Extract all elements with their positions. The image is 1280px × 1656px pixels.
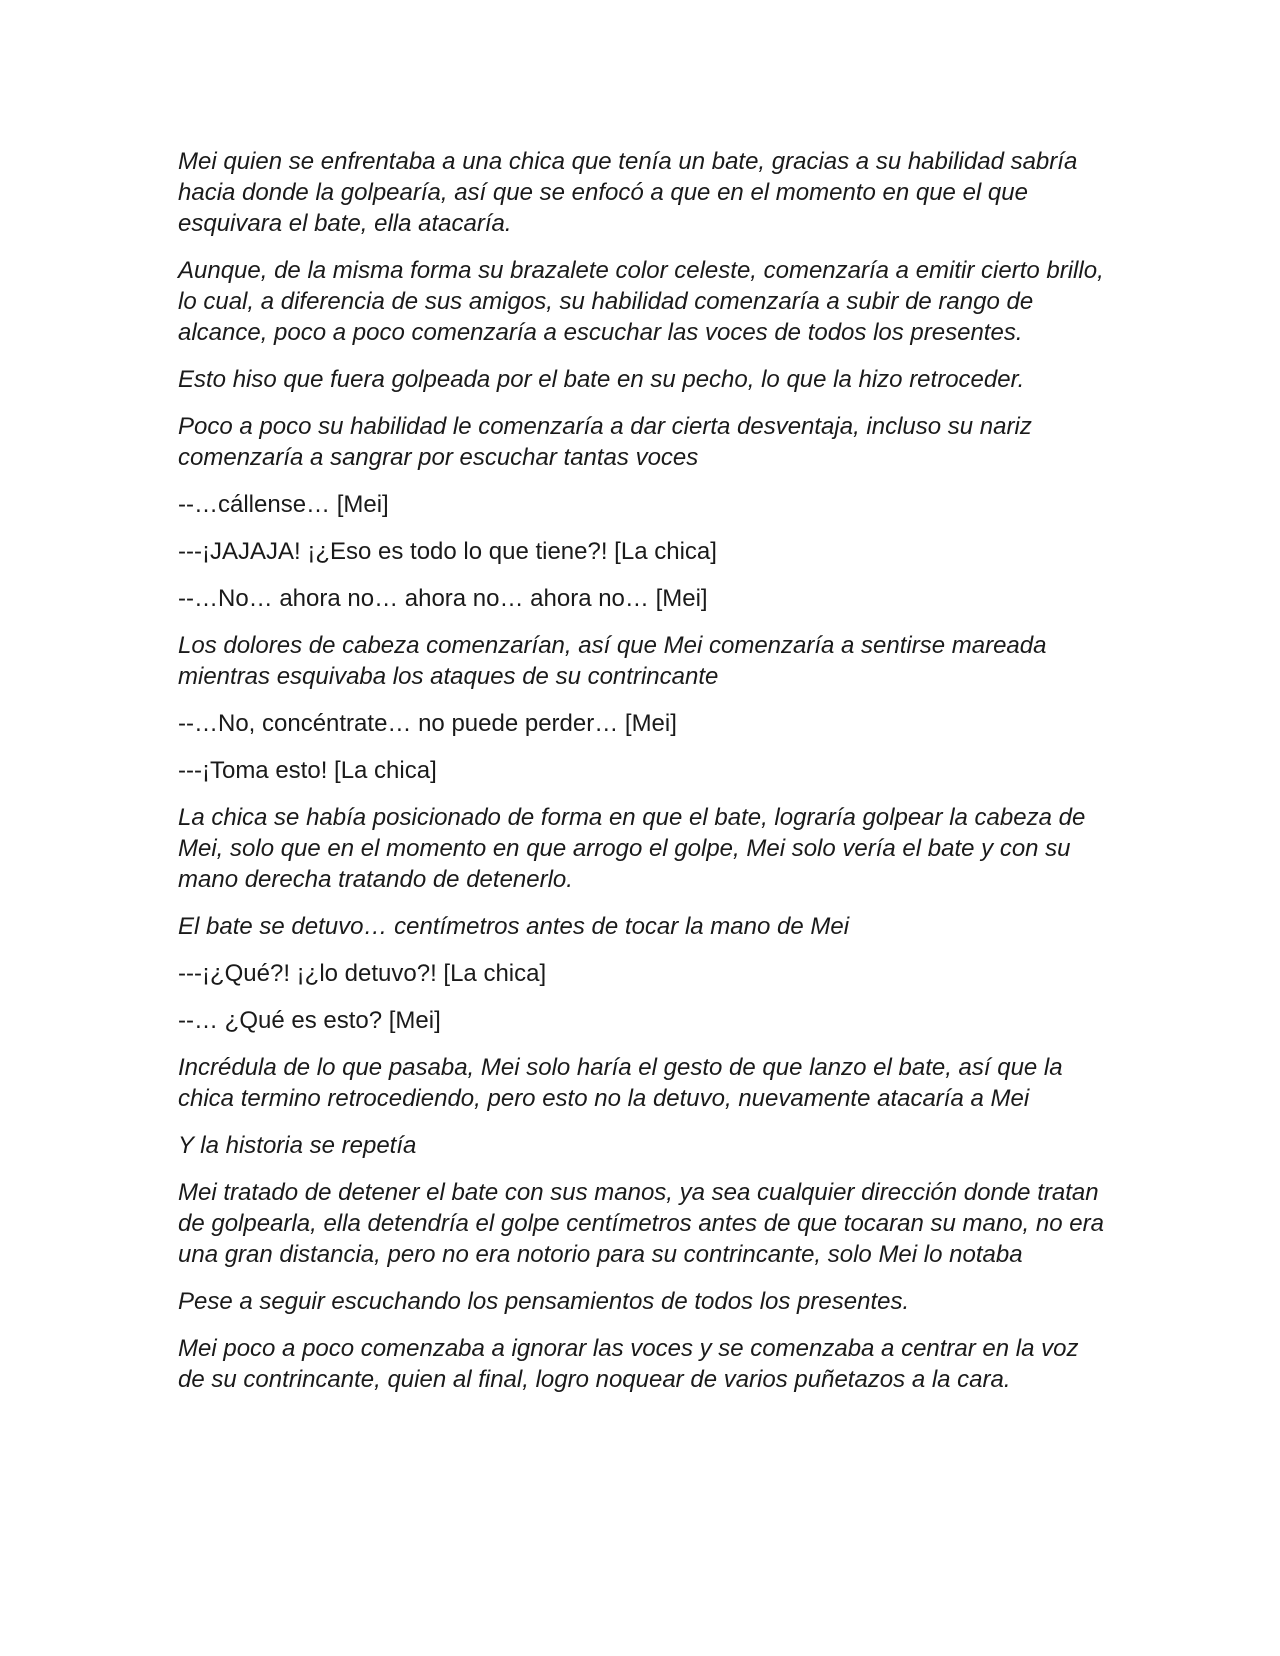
dialogue-line: ---¡Toma esto! [La chica] — [178, 757, 437, 784]
narration-paragraph: Los dolores de cabeza comenzarían, así que Mei comenzaría a sentirse mareada mientras esquivaba los ataques de su contrincante — [178, 632, 1047, 690]
dialogue-line: ---¡¿Qué?! ¡¿lo detuvo?! [La chica] — [178, 960, 547, 987]
narration-paragraph: Y la historia se repetía — [178, 1132, 417, 1159]
narration-paragraph: Pese a seguir escuchando los pensamientos de todos los presentes. — [178, 1288, 910, 1315]
narration-paragraph: Incrédula de lo que pasaba, Mei solo haría el gesto de que lanzo el bate, así que la chica termino retrocediendo, pero esto no la detuvo, nuevamente atacaría a Mei — [178, 1054, 1063, 1112]
narration-paragraph: Mei tratado de detener el bate con sus manos, ya sea cualquier dirección donde tratan de golpearla, ella detendría el golpe centímetros antes de que tocaran su mano, no era una gran distancia, pero no era notorio para su contrincante, solo Mei lo notaba — [178, 1179, 1104, 1268]
dialogue-line: ---¡JAJAJA! ¡¿Eso es todo lo que tiene?! [La chica] — [178, 538, 717, 565]
dialogue-line: --…No… ahora no… ahora no… ahora no… [Mei] — [178, 585, 708, 612]
narration-paragraph: Poco a poco su habilidad le comenzaría a dar cierta desventaja, incluso su nariz comenzaría a sangrar por escuchar tantas voces — [178, 413, 1032, 471]
dialogue-line: --…cállense… [Mei] — [178, 491, 389, 518]
dialogue-line: --… ¿Qué es esto? [Mei] — [178, 1007, 441, 1034]
narration-paragraph: La chica se había posicionado de forma en que el bate, lograría golpear la cabeza de Mei, solo que en el momento en que arrogo el golpe, Mei solo vería el bate y con su mano derecha tratando de detenerlo. — [178, 804, 1086, 893]
document-body — [178, 146, 1108, 1411]
narration-paragraph: Mei quien se enfrentaba a una chica que tenía un bate, gracias a su habilidad sabría hacia donde la golpearía, así que se enfocó a que en el momento en que el que esquivara el bate, ella atacaría. — [178, 148, 1078, 237]
narration-paragraph: Aunque, de la misma forma su brazalete color celeste, comenzaría a emitir cierto brillo, lo cual, a diferencia de sus amigos, su habilidad comenzaría a subir de rango de alcance, poco a poco comenzaría a escuchar las voces de todos los presentes. — [178, 257, 1104, 346]
narration-paragraph: El bate se detuvo… centímetros antes de tocar la mano de Mei — [178, 913, 850, 940]
narration-paragraph: Mei poco a poco comenzaba a ignorar las voces y se comenzaba a centrar en la voz de su contrincante, quien al final, logro noquear de varios puñetazos a la cara. — [178, 1335, 1079, 1393]
narration-paragraph: Esto hiso que fuera golpeada por el bate en su pecho, lo que la hizo retroceder. — [178, 366, 1025, 393]
dialogue-line: --…No, concéntrate… no puede perder… [Mei] — [178, 710, 677, 737]
